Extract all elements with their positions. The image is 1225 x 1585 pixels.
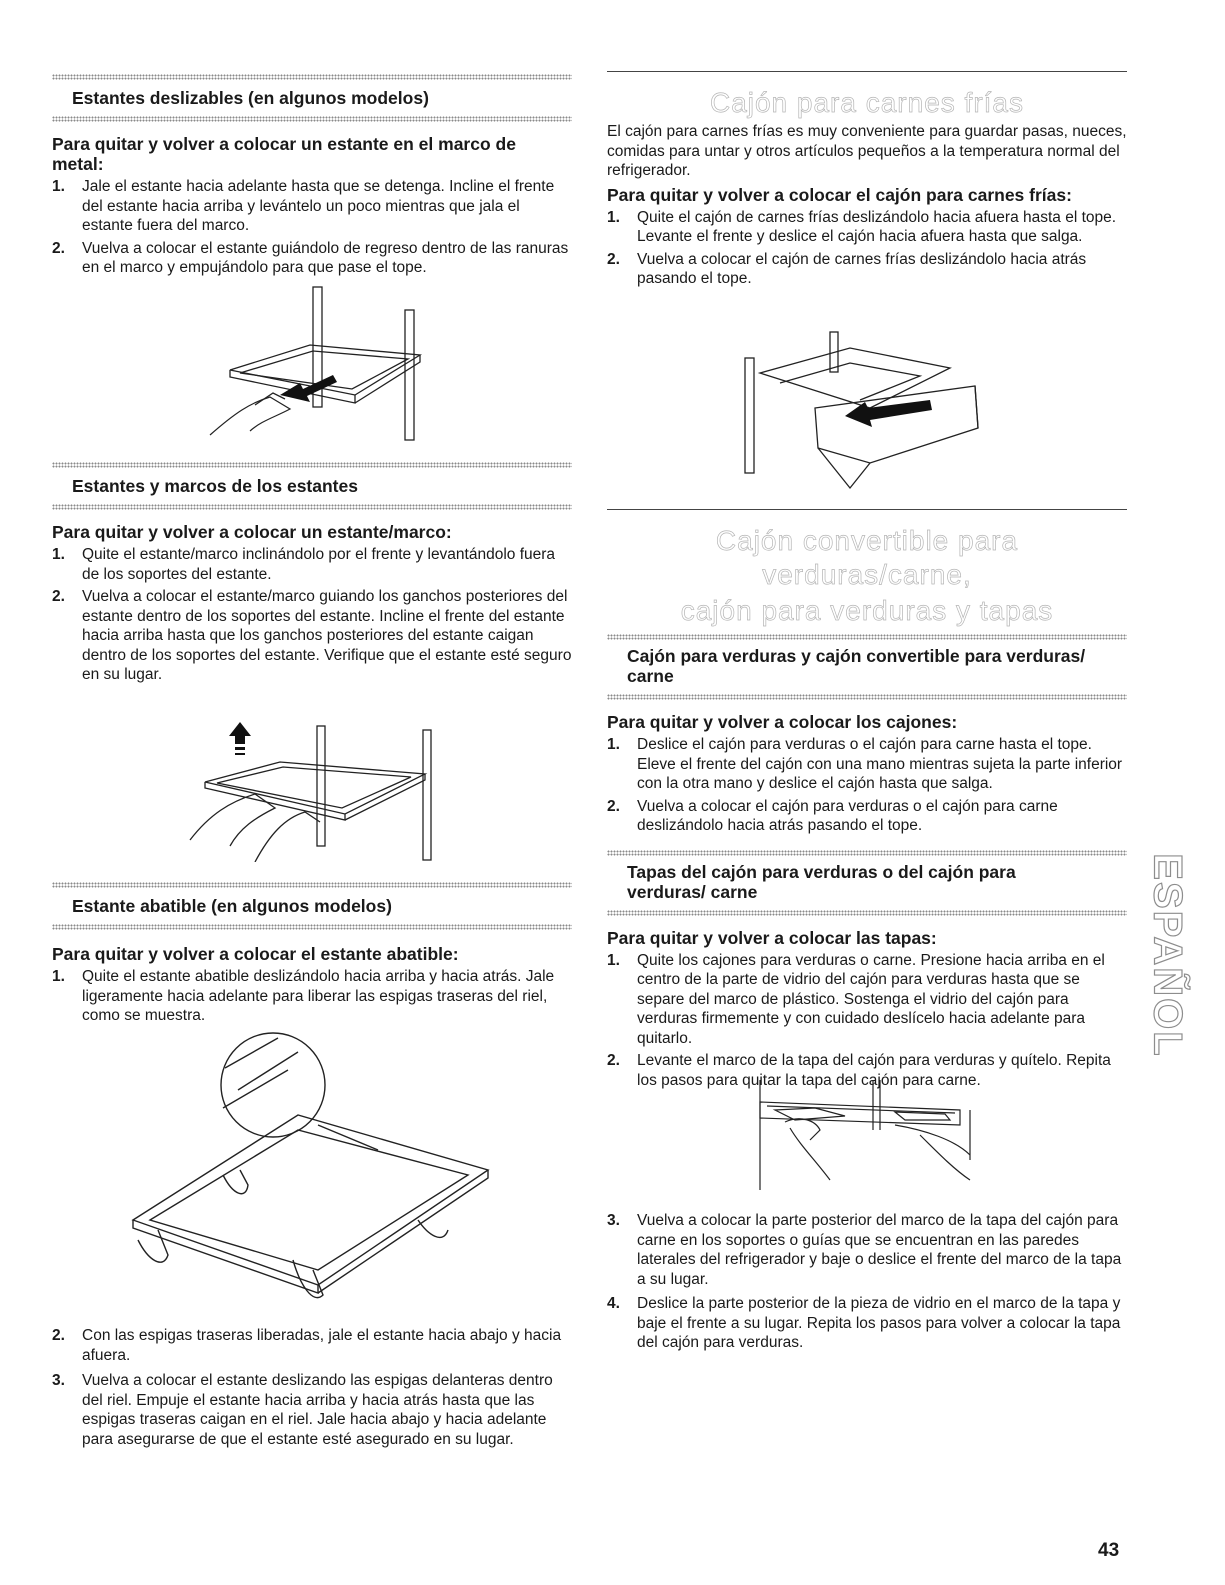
shelf-frame-illustration [185,722,455,862]
steps-list [52,1326,572,1449]
subsection-title-crisper: Cajón para verduras y cajón convertible para verduras/ carne [627,646,1086,686]
instructions-heading: Para quitar y volver a colocar las tapas: [607,927,937,948]
list-item: 1. Quite el estante/marco inclinándolo por el frente y levantándolo fuera de los soportes del estante. [52,546,556,583]
section-title-convertible-drawer-1: Cajón convertible para verduras/carne, [715,525,1019,590]
list-item: 1. Quite los cajones para verduras o carne. Presione hacia arriba en el centro de la parte de vidrio del cajón para verduras hasta que se separe del marco de plástico. Sostenga el vidrio del cajón para verduras firmemente y con cuidado deslícelo hacia adelante para quitarlo. [607,951,1105,1047]
deli-drawer-illustration [740,328,990,493]
flip-shelf-illustration [128,1030,498,1310]
steps-list [607,208,1127,289]
list-item: 2. Con las espigas traseras liberadas, jale el estante hacia abajo y hacia afuera. [52,1327,562,1364]
language-side-tab: ESPAÑOL [1145,852,1190,1058]
instructions-heading: Para quitar y volver a colocar el cajón para carnes frías: [607,184,1072,205]
page-number: 43 [1098,1540,1120,1561]
list-item: 3. Vuelva a colocar la parte posterior del marco de la tapa del cajón para carne en los soportes o guías que se encuentran en las paredes laterales del refrigerador y baje o deslice el frente del marco de la tapa a su lugar. [607,1212,1122,1288]
steps-list [607,735,1127,836]
list-item: 1. Deslice el cajón para verduras o el cajón para carne hasta el tope. Eleve el frente del cajón con una mano mientras sujeta la parte inferior con la otra mano y deslice el cajón hasta que salga. [607,736,1123,792]
section-title-flip-shelf: Estante abatible (en algunos modelos) [72,896,392,916]
list-item: 1. Jale el estante hacia adelante hasta que se detenga. Incline el frente del estante hacia arriba y levántelo un poco mientras que jala el estante fuera del marco. [52,178,555,234]
list-item: 2. Vuelva a colocar el estante guiándolo de regreso dentro de las ranuras en el marco y empujándolo para que pase el tope. [52,239,569,276]
sliding-shelf-illustration [195,285,455,455]
instructions-heading: Para quitar y volver a colocar los cajones: [607,712,958,732]
list-item: 2. Vuelva a colocar el cajón de carnes frías deslizándolo hacia atrás pasando el tope. [607,250,1087,287]
list-item: 3. Vuelva a colocar el estante deslizando las espigas delanteras dentro del riel. Empuje el estante hacia arriba y hacia atrás hasta que las espigas traseras caigan en el riel. Jale hacia abajo y hacia adelante para asegurarse de que el estante esté asegurado en su lugar. [52,1372,553,1448]
crisper-cover-illustration [755,1080,985,1190]
list-item: 1. Quite el estante abatible deslizándolo hacia arriba y hacia atrás. Jale ligeramente hacia adelante para liberar las espigas traseras del riel, como se muestra. [52,968,555,1024]
steps-list [607,1211,1127,1353]
section-title-deli-drawer: Cajón para carnes frías [709,87,1025,118]
instructions-heading: Para quitar y volver a colocar el estante abatible: [52,944,459,964]
steps-list [52,177,572,278]
left-column [52,0,572,278]
left-section-2 [52,462,572,685]
left-section-3 [52,882,572,1026]
list-item: 2. Levante el marco de la tapa del cajón para verduras y quítelo. Repita los pasos para quitar la tapa del cajón para carne. [607,1052,1111,1089]
section-title-convertible-drawer-2: cajón para verduras y tapas [680,595,1054,626]
steps-list [52,967,572,1026]
right-section-2 [607,509,1127,1090]
right-section-2-cont [607,1211,1127,1353]
list-item: 4. Deslice la parte posterior de la pieza de vidrio en el marco de la tapa y baje el frente a su lugar. Repita los pasos para volver a colocar la tapa del cajón para verduras. [607,1295,1121,1351]
instructions-heading: Para quitar y volver a colocar un estante/marco: [52,522,452,542]
list-item: 2. Vuelva a colocar el cajón para verduras o el cajón para carne deslizándolo hacia atrás pasando el tope. [607,797,1058,834]
subsection-title-covers: Tapas del cajón para verduras o del cajón para verduras/ carne [627,861,1016,902]
left-section-3-cont [52,1326,572,1449]
steps-list [52,545,572,685]
instructions-heading: Para quitar y volver a colocar un estante en el marco de metal: [52,134,516,174]
arrow-up-icon [229,722,251,755]
intro-paragraph: El cajón para carnes frías es muy conveniente para guardar pasas, nueces, comidas para untar y otros artículos pequeños a la temperatura normal del refrigerador. [607,123,1127,179]
steps-list [607,951,1127,1091]
right-column [607,0,1127,289]
section-title-sliding-shelves: Estantes deslizables (en algunos modelos) [72,88,429,108]
section-title-shelves-frames: Estantes y marcos de los estantes [72,476,358,496]
list-item: 1. Quite el cajón de carnes frías deslizándolo hacia afuera hasta el tope. Levante el frente y deslice el cajón hacia afuera hasta que salga. [607,208,1117,245]
list-item: 2. Vuelva a colocar el estante/marco guiando los ganchos posteriores del estante dentro de los soportes del estante. Incline el frente del estante hacia arriba hasta que los ganchos posteriores del estante caigan dentro de los soportes del estante. Verifique que el estante esté seguro en su lugar. [52,588,572,683]
